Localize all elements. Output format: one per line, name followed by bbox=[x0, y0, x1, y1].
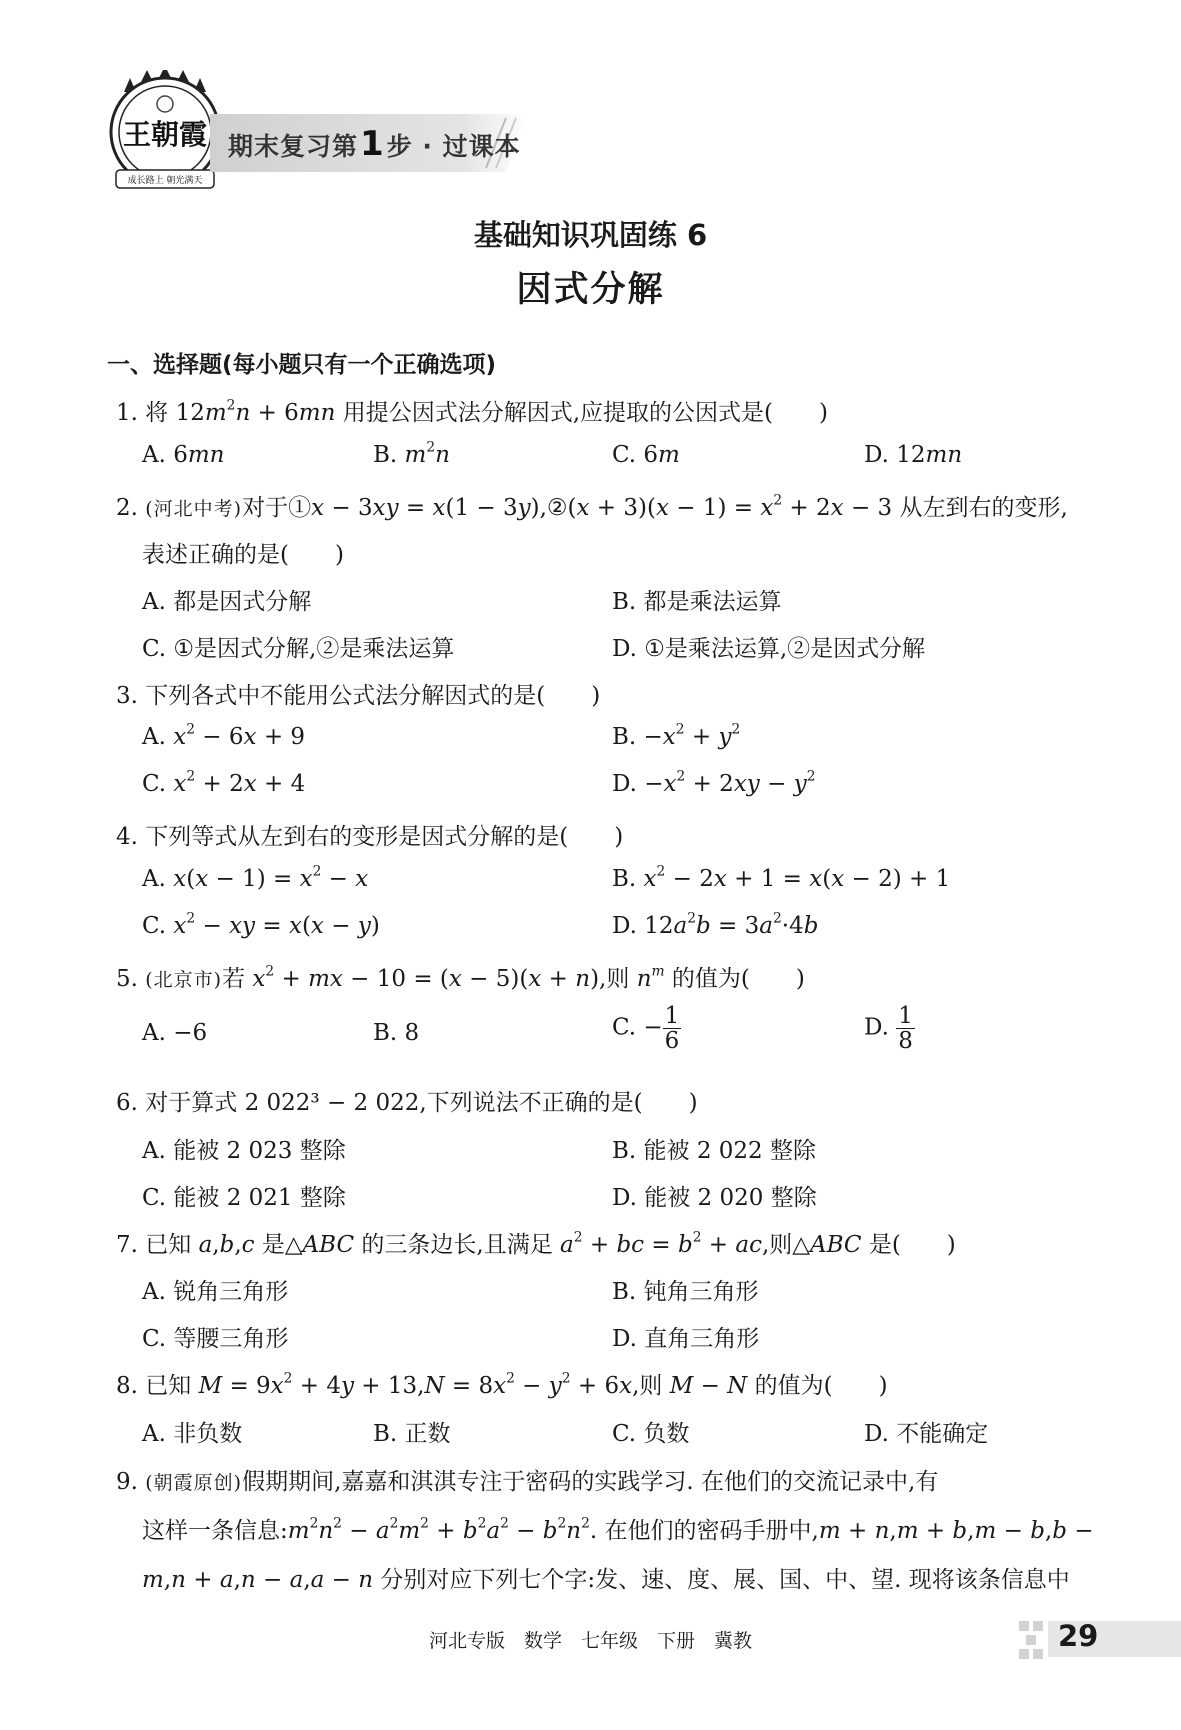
q1-option-d: D. 12mn bbox=[864, 442, 963, 468]
banner-prefix: 期末复习第 bbox=[228, 132, 359, 161]
q8-number: 8. bbox=[116, 1373, 138, 1399]
decor-square bbox=[1026, 1635, 1036, 1645]
q1-label-c: C. bbox=[612, 442, 637, 468]
q8-option-c: C. 负数 bbox=[612, 1421, 690, 1447]
q2-option-c: C. ①是因式分解,②是乘法运算 bbox=[142, 636, 455, 662]
q8-option-a: A. 非负数 bbox=[142, 1421, 243, 1447]
q2-line-2: 表述正确的是( ) bbox=[142, 542, 344, 568]
q1-label-a: A. bbox=[142, 442, 166, 468]
q6-option-d: D. 能被 2 020 整除 bbox=[612, 1185, 817, 1211]
page-number: 29 bbox=[1058, 1619, 1099, 1653]
q1-number: 1. bbox=[116, 400, 138, 426]
q5-fraction-d: $\frac{1}{8}$ bbox=[898, 1003, 913, 1055]
q5-source: (北京市) bbox=[145, 969, 223, 991]
section-heading: 一、选择题(每小题只有一个正确选项) bbox=[107, 352, 497, 378]
q1-option-a: A. 6mn bbox=[142, 442, 225, 468]
question-8: 8. 已知 $M = 9x^2 + 4y + 13,N = 8x^2 - y^2 + 6x$,则 M − N 的值为( ) bbox=[116, 1370, 888, 1399]
q3-option-a: A. $x^2 - 6x + 9$ bbox=[142, 721, 306, 750]
q9-line-1: 假期期间,嘉嘉和淇淇专注于密码的实践学习. 在他们的交流记录中,有 bbox=[242, 1469, 939, 1495]
q7-option-a: A. 锐角三角形 bbox=[142, 1279, 289, 1305]
q7-option-d: D. 直角三角形 bbox=[612, 1326, 760, 1352]
q5-option-d: D. $\frac{1}{8}$ bbox=[864, 1003, 913, 1055]
question-3: 3. 下列各式中不能用公式法分解因式的是( ) bbox=[116, 683, 601, 709]
decor-square bbox=[1033, 1621, 1043, 1631]
decor-square bbox=[1033, 1649, 1043, 1659]
q9-source: (朝霞原创) bbox=[145, 1472, 243, 1494]
q7-option-c: C. 等腰三角形 bbox=[142, 1326, 289, 1352]
q9-line-2: 这样一条信息$:m^2n^2 - a^2m^2 + b^2a^2 - b^2n^2$. 在他们的密码手册中,m + n,m + b,m − b,b − bbox=[142, 1515, 1094, 1544]
q4-option-d: D. $12a^2b = 3a^2\cdot 4b$ bbox=[612, 910, 819, 939]
q5-fraction-c: $\frac{1}{6}$ bbox=[664, 1003, 680, 1055]
topic-title: 因式分解 bbox=[516, 270, 665, 310]
logo-text: 王朝霞 bbox=[122, 118, 208, 151]
decor-square bbox=[1019, 1649, 1029, 1659]
q5-option-c: C. − $\frac{1}{6}$ bbox=[612, 1003, 680, 1055]
banner-step: 1 bbox=[360, 124, 385, 164]
decor-square bbox=[1019, 1621, 1029, 1631]
question-1: 1. 将 $12m^2n + 6mn$ 用提公因式法分解因式,应提取的公因式是( ) bbox=[116, 397, 828, 426]
question-2: 2. (河北中考)对于①x − 3xy = x(1 − 3y),②(x + $3)(x - 1) = x^2 + 2x - 3$ 从左到右的变形, bbox=[116, 492, 1068, 521]
q6-option-b: B. 能被 2 022 整除 bbox=[612, 1138, 816, 1164]
q5-number: 5. bbox=[116, 966, 138, 992]
q3-option-b: B. $-x^2 + y^2$ bbox=[612, 721, 741, 750]
question-9 bbox=[116, 1463, 938, 1496]
q9-line-3: m,n + a,n − a,a − n 分别对应下列七个字:发、速、度、展、国、中、望. 现将该条信息中 bbox=[142, 1567, 1070, 1593]
q2-option-d: D. ①是乘法运算,②是因式分解 bbox=[612, 636, 926, 662]
q1-option-b: B. $m^2n$ bbox=[373, 439, 450, 468]
banner-suffix: 步 · 过课本 bbox=[386, 132, 521, 161]
q7-number: 7. bbox=[116, 1232, 138, 1258]
question-4: 4. 下列等式从左到右的变形是因式分解的是( ) bbox=[116, 824, 624, 850]
q4-option-a: A. $x(x - 1) = x^2 - x$ bbox=[142, 863, 369, 892]
exercise-title: 基础知识巩固练 6 bbox=[473, 218, 708, 252]
q5-option-a: A. −6 bbox=[142, 1020, 208, 1046]
q1-label-b: B. bbox=[373, 442, 398, 468]
q6-option-a: A. 能被 2 023 整除 bbox=[142, 1138, 346, 1164]
q2-option-a: A. 都是因式分解 bbox=[142, 589, 312, 615]
brand-logo bbox=[106, 70, 224, 198]
q9-number: 9. bbox=[116, 1469, 138, 1495]
q8-option-b: B. 正数 bbox=[373, 1421, 451, 1447]
question-7: 7. 已知 a,b,c 是△ABC 的三条边长,且满足 $a^2$ + bc = $b^2$ + ac,则△ABC 是( ) bbox=[116, 1229, 956, 1258]
question-6: 6. 对于算式 2 022³ − 2 022,下列说法不正确的是( ) bbox=[116, 1090, 698, 1116]
question-5: 5. (北京市)若 $x^2$ + mx − 10 = (x − 5)(x + n),则 $n^m$ 的值为( ) bbox=[116, 963, 805, 992]
q8-option-d: D. 不能确定 bbox=[864, 1421, 989, 1447]
q7-option-b: B. 钝角三角形 bbox=[612, 1279, 759, 1305]
logo-motto: 成长路上 朝光满天 bbox=[127, 176, 203, 186]
q6-option-c: C. 能被 2 021 整除 bbox=[142, 1185, 346, 1211]
q2-source: (河北中考) bbox=[145, 498, 243, 520]
footer-edition: 河北专版 数学 七年级 下册 冀教 bbox=[428, 1630, 752, 1652]
q1-option-c: C. 6m bbox=[612, 442, 680, 468]
q2-number: 2. bbox=[116, 495, 138, 521]
q4-option-b: B. $x^2 - 2x + 1 = x(x - 2) + 1$ bbox=[612, 863, 951, 892]
q5-option-b: B. 8 bbox=[373, 1020, 420, 1046]
q4-option-c: C. $x^2$ − xy = x(x − y) bbox=[142, 910, 380, 939]
banner-title bbox=[228, 124, 521, 164]
q3-option-c: C. $x^2 + 2x + 4$ bbox=[142, 768, 306, 797]
q2-option-b: B. 都是乘法运算 bbox=[612, 589, 782, 615]
q3-option-d: D. $-x^2 + 2xy - y^2$ bbox=[612, 768, 816, 797]
q1-label-d: D. bbox=[864, 442, 889, 468]
